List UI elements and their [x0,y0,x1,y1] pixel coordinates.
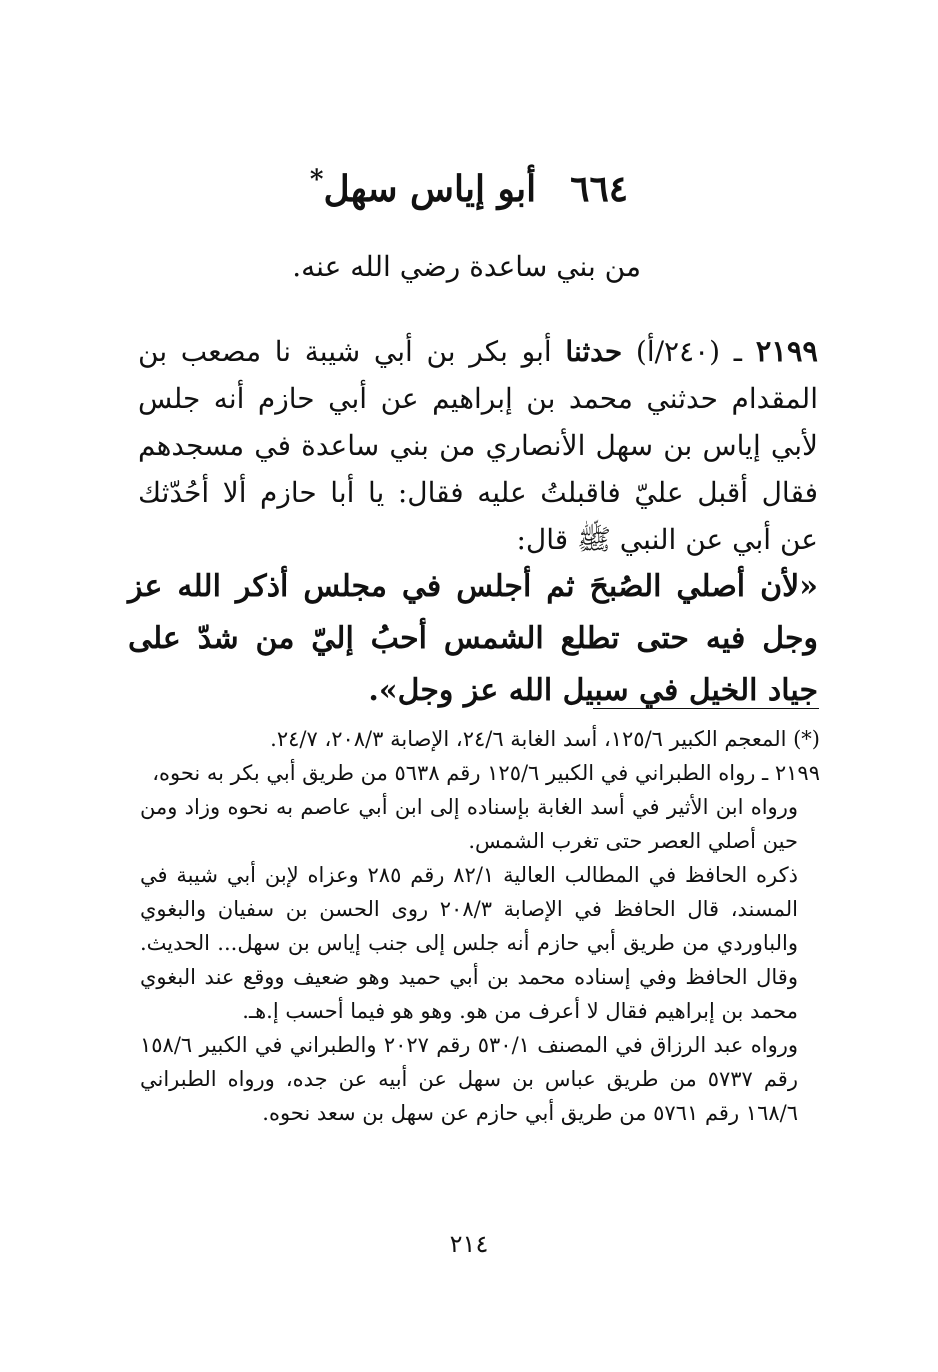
footnote-2199-second: ورواه ابن الأثير في أسد الغابة بإسناده إلى ابن أبي عاصم به نحوه وزاد ومن حين أصلي العصر حتى تغرب الشمس. [140,795,798,853]
entry-name: أبو إياس سهل [323,168,537,210]
footnotes-block [140,722,820,1130]
footnote-star: (*) المعجم الكبير ١٢٥/٦، أسد الغابة ٢٤/٦، الإصابة ٢٠٨/٣، ٢٤/٧. [270,727,820,751]
hadith-text: أبو بكر بن أبي شيبة نا مصعب بن المقدام حدثني محمد بن إبراهيم عن أبي حازم أنه جلس لأبي إياس بن سهل الأنصاري من بني ساعدة في مسجدهم فقال أقبل عليّ فاقبلتُ عليه فقال: يا أبا حازم ألا أحُدّثك عن أبي عن النبي ﷺ قال: [138,335,818,556]
footnote-2199-first: ٢١٩٩ ـ رواه الطبراني في الكبير ١٢٥/٦ رقم ٥٦٣٨ من طريق أبي بكر به نحوه، [152,761,820,785]
entry-number: ٦٦٤ [570,168,629,210]
prophetic-saying: «لأن أصلي الصُبحَ ثم أجلس في مجلس أذكر الله عز وجل فيه حتى تطلع الشمس أحبُ إليّ من شدّ على جياد الخيل في سبيل الله عز وجل». [128,569,818,708]
hadith-reference: (٢٤٠/أ) [635,335,721,368]
entry-subtitle: من بني ساعدة رضي الله عنه. [292,250,641,283]
hadith-haddathana: حدثنا [565,335,623,368]
hadith-paragraph [138,328,818,563]
hadith-number: ٢١٩٩ [755,334,818,368]
hadith-dash: ـ [720,335,756,368]
entry-heading [0,165,938,210]
footnote-marker: * [309,165,324,195]
footnote-divider [593,708,819,709]
footnote-2199-third: ذكره الحافظ في المطالب العالية ٨٢/١ رقم ٢٨٥ وعزاه لإبن أبي شيبة في المسند، قال الحافظ في الإصابة ٢٠٨/٣ روى الحسن بن سفيان والبغوي والباوردي من طريق أبي حازم أنه جلس إلى جنب إياس بن سهل... الحديث. وقال الحافظ وفي إسناده محمد بن أبي حميد وهو ضعيف ووقع عند البغوي محمد بن إبراهيم فقال لا أعرف من هو. وهو هو فيما أحسب إ.هـ. [140,863,798,1023]
footnote-2199-fourth: ورواه عبد الرزاق في المصنف ٥٣٠/١ رقم ٢٠٢٧ والطبراني في الكبير ١٥٨/٦ رقم ٥٧٣٧ من طريق عباس بن سهل عن أبيه عن جده، ورواه الطبراني ١٦٨/٦ رقم ٥٧٦١ من طريق أبي حازم عن سهل بن سعد نحوه. [140,1033,798,1125]
page-number: ٢١٤ [449,1230,489,1258]
